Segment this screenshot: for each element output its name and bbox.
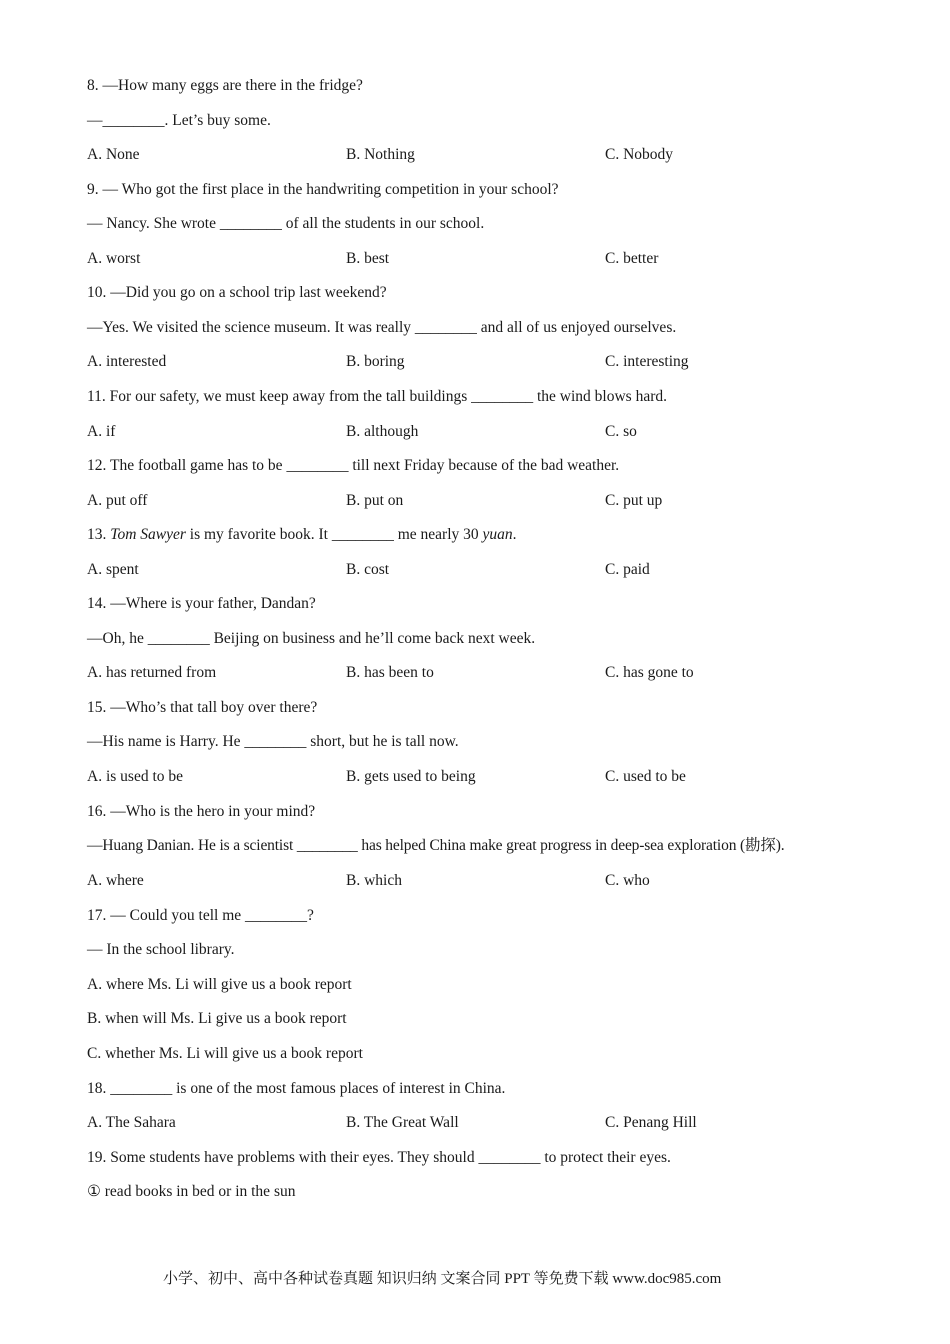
question-12-text: 12. The football game has to be ________ till next Friday because of the bad weather.	[87, 457, 620, 474]
question-11-option-c: C. so	[605, 423, 637, 440]
question-13-option-c: C. paid	[605, 561, 650, 578]
question-16-text: 16. —Who is the hero in your mind?	[87, 803, 316, 820]
question-12-option-c: C. put up	[605, 492, 663, 509]
question-13-middle: is my favorite book. It ________ me nearly 30	[185, 526, 483, 543]
question-9-option-b: B. best	[346, 250, 390, 267]
question-15-option-c: C. used to be	[605, 768, 686, 785]
question-17-text: 17. — Could you tell me ________?	[87, 907, 314, 924]
question-19-text: 19. Some students have problems with their eyes. They should ________ to protect their eyes.	[87, 1149, 671, 1166]
question-8-option-a: A. None	[87, 146, 140, 163]
question-9-text: 9. — Who got the first place in the handwriting competition in your school?	[87, 181, 559, 198]
question-11-text: 11. For our safety, we must keep away from the tall buildings ________ the wind blows hard.	[87, 388, 668, 405]
question-8-option-c: C. Nobody	[605, 146, 674, 163]
question-18-text: 18. ________ is one of the most famous places of interest in China.	[87, 1080, 506, 1097]
question-17-option-a: A. where Ms. Li will give us a book report	[87, 976, 352, 993]
question-15-option-a: A. is used to be	[87, 768, 184, 785]
question-15-text: 15. —Who’s that tall boy over there?	[87, 699, 318, 716]
page-footer: 小学、初中、高中各种试卷真题 知识归纳 文案合同 PPT 等免费下载 www.doc985.com	[163, 1271, 722, 1287]
question-12-option-b: B. put on	[346, 492, 404, 509]
question-14-text: 14. —Where is your father, Dandan?	[87, 595, 316, 612]
currency-word: yuan	[482, 526, 513, 543]
question-9-answer-line: — Nancy. She wrote ________ of all the students in our school.	[87, 215, 485, 232]
question-10-option-b: B. boring	[346, 353, 405, 370]
question-8-option-b: B. Nothing	[346, 146, 415, 163]
question-18-option-c: C. Penang Hill	[605, 1114, 697, 1131]
question-14-answer-line: —Oh, he ________ Beijing on business and he’ll come back next week.	[87, 630, 536, 647]
question-17-answer-line: — In the school library.	[87, 941, 235, 958]
book-title: Tom Sawyer	[110, 526, 186, 543]
question-16-option-a: A. where	[87, 872, 144, 889]
question-13-text	[87, 525, 517, 545]
question-15-option-b: B. gets used to being	[346, 768, 476, 785]
question-19-choice-1: ① read books in bed or in the sun	[87, 1183, 296, 1200]
question-18-option-b: B. The Great Wall	[346, 1114, 459, 1131]
question-10-text: 10. —Did you go on a school trip last weekend?	[87, 284, 387, 301]
question-13-option-b: B. cost	[346, 561, 390, 578]
question-13-end: .	[512, 526, 517, 543]
question-16-answer-line: —Huang Danian. He is a scientist ________ has helped China make great progress in deep-sea exploration (勘探).	[87, 837, 785, 854]
question-17-option-c: C. whether Ms. Li will give us a book report	[87, 1045, 363, 1062]
question-9-option-a: A. worst	[87, 250, 141, 267]
question-8-text: 8. —How many eggs are there in the fridge?	[87, 77, 363, 94]
question-16-option-b: B. which	[346, 872, 402, 889]
question-9-option-c: C. better	[605, 250, 659, 267]
question-11-option-a: A. if	[87, 423, 116, 440]
question-16-option-c: C. who	[605, 872, 650, 889]
question-14-option-b: B. has been to	[346, 664, 434, 681]
question-10-option-a: A. interested	[87, 353, 167, 370]
question-13-prefix: 13.	[87, 526, 111, 543]
question-10-option-c: C. interesting	[605, 353, 689, 370]
question-11-option-b: B. although	[346, 423, 419, 440]
question-14-option-a: A. has returned from	[87, 664, 217, 681]
question-14-option-c: C. has gone to	[605, 664, 694, 681]
question-18-option-a: A. The Sahara	[87, 1114, 176, 1131]
question-10-answer-line: —Yes. We visited the science museum. It was really ________ and all of us enjoyed ourselves.	[87, 319, 677, 336]
question-15-answer-line: —His name is Harry. He ________ short, but he is tall now.	[87, 733, 459, 750]
question-13-option-a: A. spent	[87, 561, 139, 578]
question-12-option-a: A. put off	[87, 492, 148, 509]
question-17-option-b: B. when will Ms. Li give us a book report	[87, 1010, 347, 1027]
question-8-answer-line: —________. Let’s buy some.	[87, 112, 271, 129]
